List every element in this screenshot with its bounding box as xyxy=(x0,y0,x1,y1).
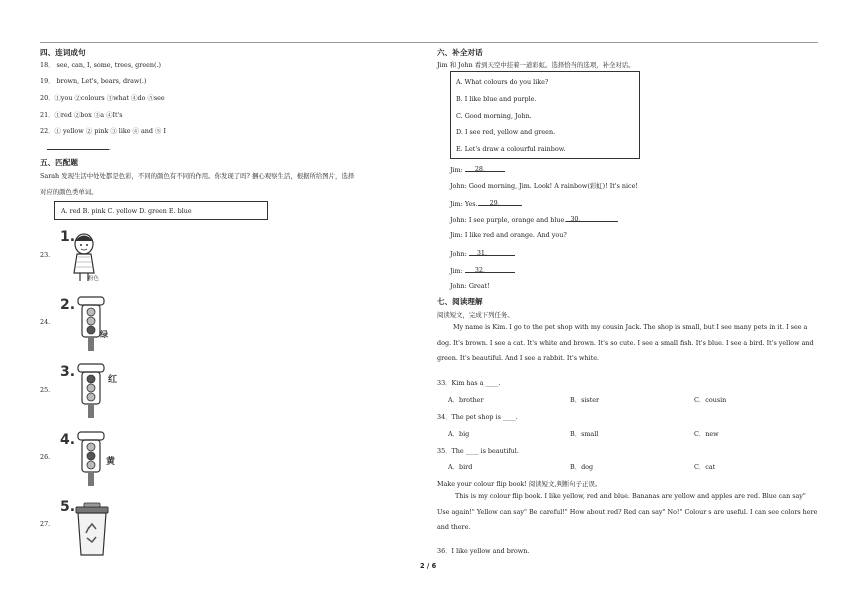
section-7-intro: 阅读短文，完成下列任务。 xyxy=(437,311,514,319)
question-34: 34．The pet shop is ____. xyxy=(437,413,518,421)
blank-30[interactable]: 30． xyxy=(566,214,618,222)
reading-passage: My name is Kim. I go to the pet shop with my cousin Jack. The shop is small, but I see many pets in it. I see a dog. It's brown. I see a cat. It's white and brown. It's so cute. I see a small fish. It's blue. I see a bird. It's yellow and green. It's beautiful. And I see a rabbit. It's white. xyxy=(437,323,814,362)
section-4-title: 四、连词成句 xyxy=(40,48,86,57)
pic-number-3: 3. xyxy=(60,364,76,380)
question-26: 26. xyxy=(40,453,51,461)
option-d: D. I see red, yellow and green. xyxy=(456,128,556,136)
section-6-intro: Jim 和 John 看到天空中挂着一道彩虹。选择恰当的选项，补全对话。 xyxy=(437,61,635,69)
q35-option-c[interactable]: C．cat xyxy=(694,463,716,471)
pic-number-2: 2. xyxy=(60,297,76,313)
red-label: 红 xyxy=(108,375,118,385)
option-b: B. I like blue and purple. xyxy=(456,95,537,103)
options-box xyxy=(54,201,268,220)
section-5-intro-line2: 对应的颜色类单词。 xyxy=(40,188,98,196)
recycle-bin-icon xyxy=(60,497,120,557)
question-19: 19． brown, Let's, bears, draw(.) xyxy=(40,77,147,85)
section-5-intro-line1: Sarah 发现生活中处处都是色彩，不同的颜色有不同的作用。你发现了吗? 捆心观察生活，根据所给图片，选择 xyxy=(40,172,355,180)
pic-number-4: 4. xyxy=(60,432,76,448)
traffic-light-yellow-picture xyxy=(60,430,124,488)
color-options: A. red B. pink C. yellow D. green E. blue xyxy=(61,207,192,215)
question-18: 18． see, can, I, some, trees, green(.) xyxy=(40,61,162,69)
girl-picture xyxy=(60,227,130,283)
blank-28[interactable]: 28． xyxy=(465,164,505,172)
question-33: 33．Kim has a ____. xyxy=(437,379,501,387)
q35-option-b[interactable]: B．dog xyxy=(570,463,594,471)
q34-option-c[interactable]: C．new xyxy=(694,430,719,438)
question-22: 22．① yellow ② pink ③ like ④ and ⑤ I xyxy=(40,127,166,135)
yellow-label: 黄 xyxy=(106,457,116,467)
girl-icon xyxy=(60,227,130,283)
option-a: A. What colours do you like? xyxy=(456,78,549,86)
blank-32[interactable]: 32． xyxy=(465,265,515,273)
green-label: 绿 xyxy=(100,330,108,339)
flip-book-intro: Make your colour flip book! 阅读短文,判断句子正误。 xyxy=(437,480,602,488)
dialogue-line-7: Jim: 32． xyxy=(450,265,515,275)
traffic-light-icon xyxy=(60,430,124,488)
pic-number-1: 1. xyxy=(60,229,76,245)
blank-29[interactable]: 29． xyxy=(478,198,522,206)
q33-option-a[interactable]: A．brother xyxy=(448,396,484,404)
blank-31[interactable]: 31． xyxy=(469,248,515,256)
flip-book-passage: This is my colour flip book. I like yellow, red and blue. Bananas are yellow and apples are red. Blue can say" Use again!" Yellow can say" Be careful!" How about red? Red can say" No!" Colour s are useful. I can see colors here and there. xyxy=(437,492,818,531)
section-7-title: 七、阅读理解 xyxy=(437,297,483,306)
pink-label: 粉色 xyxy=(88,276,100,282)
question-21: 21．①red ②box ③a ④It's xyxy=(40,111,123,119)
dialogue-line-3: Jim: Yes. 29． xyxy=(450,198,522,208)
header-rule xyxy=(40,42,818,43)
section-6-title: 六、补全对话 xyxy=(437,48,483,57)
traffic-light-icon xyxy=(60,295,120,353)
q35-option-a[interactable]: A．bird xyxy=(448,463,473,471)
question-36: 36．I like yellow and brown. xyxy=(437,547,530,555)
q34-option-a[interactable]: A．big xyxy=(448,430,470,438)
dialogue-line-2: John: Good morning, Jim. Look! A rainbow(彩虹)! It's nice! xyxy=(450,182,638,190)
answer-line-22[interactable]: . xyxy=(47,142,111,152)
traffic-light-red-picture xyxy=(60,362,124,420)
traffic-light-green-picture xyxy=(60,295,120,353)
traffic-light-icon xyxy=(60,362,124,420)
dialogue-line-5: Jim: I like red and orange. And you? xyxy=(450,231,567,239)
q33-option-c[interactable]: C．cousin xyxy=(694,396,727,404)
dialogue-line-1: Jim: 28． xyxy=(450,164,505,174)
question-24: 24. xyxy=(40,318,51,326)
recycle-bin-picture xyxy=(60,497,120,557)
dialogue-line-6: John: 31． xyxy=(450,248,515,258)
dialogue-options-box xyxy=(450,71,640,159)
question-20: 20．①you ②colours ③what ④do ⑤see xyxy=(40,94,165,102)
section-5-title: 五、匹配题 xyxy=(40,158,78,167)
question-35: 35．The ____ is beautiful. xyxy=(437,447,519,455)
page-number: 2 / 6 xyxy=(420,562,437,570)
q34-option-b[interactable]: B．small xyxy=(570,430,599,438)
option-e: E. Let's draw a colourful rainbow. xyxy=(456,145,566,153)
q33-option-b[interactable]: B．sister xyxy=(570,396,600,404)
dialogue-line-8: John: Great! xyxy=(450,282,490,290)
pic-number-5: 5. xyxy=(60,499,76,515)
dialogue-line-4: John: I see purple, orange and blue. 30． xyxy=(450,214,618,224)
question-23: 23. xyxy=(40,251,51,259)
option-c: C. Good morning, John. xyxy=(456,112,532,120)
question-25: 25. xyxy=(40,386,51,394)
question-27: 27. xyxy=(40,520,51,528)
